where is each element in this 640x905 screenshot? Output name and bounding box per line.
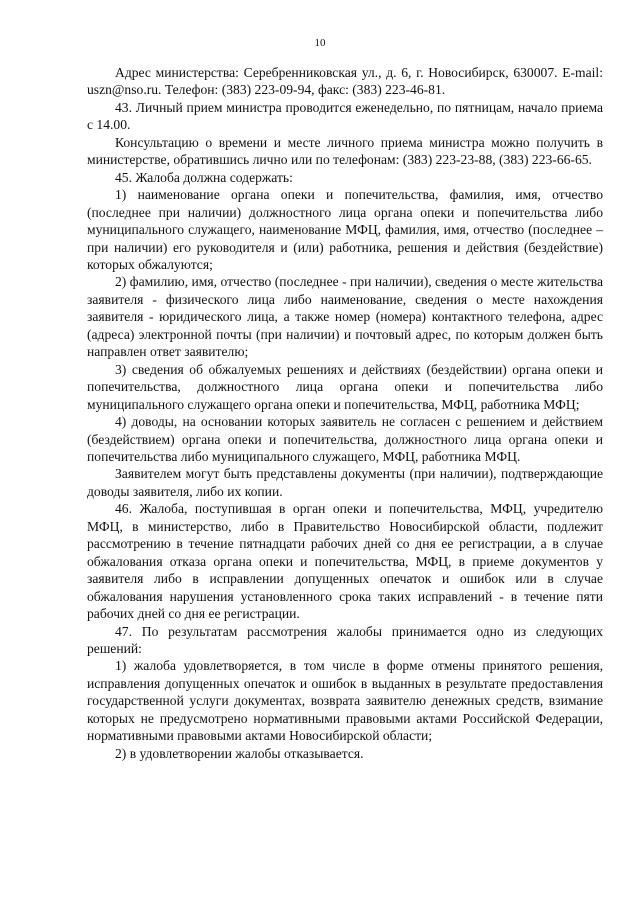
consultation-paragraph: Консультацию о времени и месте личного приема министра можно получить в министерстве, обратившись лично или по телефонам: (383) 223-23-88, (383) 223-66-65. <box>87 134 603 168</box>
paragraph-45-item-4: 4) доводы, на основании которых заявитель не согласен с решением и действием (бездействием) органа опеки и попечительства, должностного лица органа опеки и попечительства либо муниципального служащего, МФЦ, работника МФЦ. <box>87 414 603 464</box>
paragraph-47-item-2: 2) в удовлетворении жалобы отказывается. <box>115 745 364 761</box>
paragraph-43: 43. Личный прием министра проводится еженедельно, по пятницам, начало приема с 14.00. <box>87 99 603 133</box>
page-number: 10 <box>314 37 326 49</box>
paragraph-47-item-1: 1) жалоба удовлетворяется, в том числе в форме отмены принятого решения, исправления допущенных опечаток и ошибок в выданных в результате предоставления государственной услуги документах, возврата заявителю денежных средств, взимание которых не предусмотрено нормативными правовыми актами Российской Федерации, нормативными правовыми актами Новосибирской области; <box>87 658 603 744</box>
paragraph-45-item-3: 3) сведения об обжалуемых решениях и действиях (бездействии) органа опеки и попечительства, должностного лица органа опеки и попечительства либо муниципального служащего органа опеки и попечительства, МФЦ, работника МФЦ; <box>87 361 603 412</box>
paragraph-46: 46. Жалоба, поступившая в орган опеки и попечительства, МФЦ, учредителю МФЦ, в министерство, либо в Правительство Новосибирской области, подлежит рассмотрению в течение пятнадцати рабочих дней со дня ее регистрации, а в случае обжалования отказа органа опеки и попечительства, МФЦ, в приеме документов у заявителя либо в исправлении допущенных опечаток и ошибок или в случае обжалования нарушения установленного срока таких исправлений - в течение пяти рабочих дней со дня ее регистрации. <box>87 501 603 622</box>
supporting-documents-paragraph: Заявителем могут быть представлены документы (при наличии), подтверждающие доводы заявителя, либо их копии. <box>87 466 603 499</box>
paragraph-45-item-2: 2) фамилию, имя, отчество (последнее - при наличии), сведения о месте жительства заявителя - физического лица либо наименование, сведения о месте нахождения заявителя - юридического лица, а также номер (номера) контактного телефона, адрес (адреса) электронной почты (при наличии) и почтовый адрес, по которым должен быть направлен ответ заявителю; <box>87 274 603 360</box>
paragraph-47: 47. По результатам рассмотрения жалобы принимается одно из следующих решений: <box>87 623 603 656</box>
paragraph-45: 45. Жалоба должна содержать: <box>115 169 293 185</box>
document-body <box>87 64 603 762</box>
paragraph-45-item-1: 1) наименование органа опеки и попечительства, фамилия, имя, отчество (последнее при наличии) должностного лица органа опеки и попечительства либо муниципального служащего, наименование МФЦ, фамилия, имя, отчество (последнее – при наличии) его руководителя и (или) работника, решения и действия (бездействие) которых обжалуются; <box>87 187 603 272</box>
ministry-address-paragraph: Адрес министерства: Серебренниковская ул., д. 6, г. Новосибирск, 630007. E-mail: uszn@nso.ru. Телефон: (383) 223-09-94, факс: (383) 223-46-81. <box>87 65 603 98</box>
